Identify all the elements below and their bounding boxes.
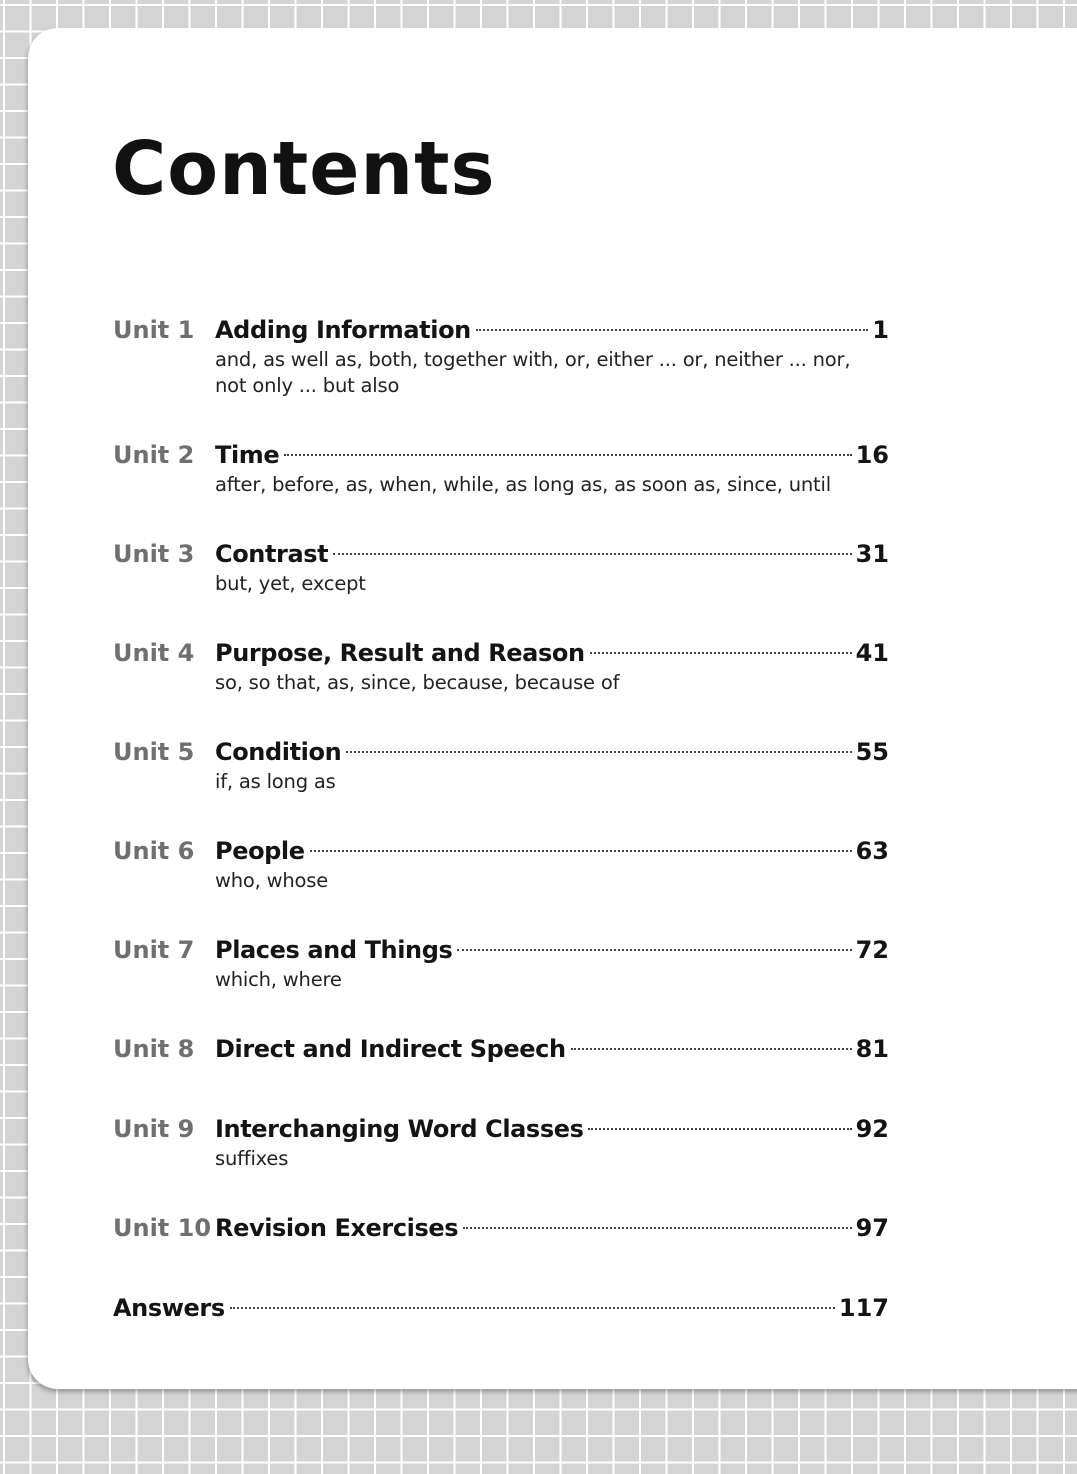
unit-label: Unit 9 xyxy=(113,1115,195,1143)
dot-leader xyxy=(333,552,851,555)
dot-leader xyxy=(463,1226,851,1229)
toc-entry-unit-6[interactable] xyxy=(113,834,889,894)
page-number: 72 xyxy=(855,936,889,964)
entry-subtitle: suffixes xyxy=(215,1147,289,1170)
entry-title[interactable]: Condition xyxy=(215,738,342,766)
entry-title[interactable]: Contrast xyxy=(215,540,329,568)
page-title: Contents xyxy=(112,126,496,212)
toc-entry-unit-2[interactable] xyxy=(113,438,889,498)
dot-leader xyxy=(588,1127,851,1130)
toc-entry-unit-7[interactable] xyxy=(113,933,889,993)
entry-title[interactable]: Adding Information xyxy=(215,316,471,344)
entry-subtitle: who, whose xyxy=(215,869,329,892)
unit-label: Unit 1 xyxy=(113,316,195,344)
dot-leader xyxy=(457,948,851,951)
toc-entry-unit-4[interactable] xyxy=(113,636,889,696)
page-number: 97 xyxy=(855,1214,889,1242)
toc-entry-unit-8[interactable] xyxy=(113,1032,889,1066)
entry-title[interactable]: Answers xyxy=(113,1294,225,1322)
unit-label: Unit 4 xyxy=(113,639,195,667)
toc-entry-unit-3[interactable] xyxy=(113,537,889,597)
entry-title[interactable]: Time xyxy=(215,441,280,469)
unit-label: Unit 7 xyxy=(113,936,195,964)
page-number: 31 xyxy=(855,540,889,568)
dot-leader xyxy=(571,1047,852,1050)
page-number: 63 xyxy=(855,837,889,865)
entry-subtitle: so, so that, as, since, because, because of xyxy=(215,671,620,694)
toc-entry-unit-5[interactable] xyxy=(113,735,889,795)
unit-label: Unit 8 xyxy=(113,1035,195,1063)
unit-label: Unit 3 xyxy=(113,540,195,568)
entry-title[interactable]: Purpose, Result and Reason xyxy=(215,639,585,667)
entry-subtitle: which, where xyxy=(215,968,342,991)
page-card xyxy=(28,28,1077,1389)
entry-subtitle: and, as well as, both, together with, or, either ... or, neither ... nor, not only ... but also xyxy=(215,348,851,397)
dot-leader xyxy=(476,328,868,331)
entry-subtitle: but, yet, except xyxy=(215,572,366,595)
page-number: 1 xyxy=(872,316,889,344)
toc-entry-unit-10[interactable] xyxy=(113,1211,889,1245)
entry-title[interactable]: Direct and Indirect Speech xyxy=(215,1035,566,1063)
unit-label: Unit 2 xyxy=(113,441,195,469)
toc-entry-answers[interactable] xyxy=(113,1291,889,1325)
entry-title[interactable]: Interchanging Word Classes xyxy=(215,1115,584,1143)
dot-leader xyxy=(310,849,852,852)
dot-leader xyxy=(230,1306,835,1309)
page-number: 92 xyxy=(855,1115,889,1143)
page-number: 117 xyxy=(838,1294,889,1322)
dot-leader xyxy=(590,651,852,654)
page-number: 55 xyxy=(855,738,889,766)
entry-title[interactable]: Revision Exercises xyxy=(215,1214,459,1242)
dot-leader xyxy=(346,750,851,753)
page-number: 81 xyxy=(855,1035,889,1063)
unit-label: Unit 5 xyxy=(113,738,195,766)
entry-title[interactable]: People xyxy=(215,837,305,865)
unit-label: Unit 10 xyxy=(113,1214,212,1242)
unit-label: Unit 6 xyxy=(113,837,195,865)
toc-entry-unit-1[interactable] xyxy=(113,313,889,399)
page-number: 16 xyxy=(855,441,889,469)
dot-leader xyxy=(284,453,851,456)
page-number: 41 xyxy=(855,639,889,667)
entry-title[interactable]: Places and Things xyxy=(215,936,453,964)
entry-subtitle: after, before, as, when, while, as long as, as soon as, since, until xyxy=(215,473,831,496)
toc-entry-unit-9[interactable] xyxy=(113,1112,889,1172)
entry-subtitle: if, as long as xyxy=(215,770,336,793)
